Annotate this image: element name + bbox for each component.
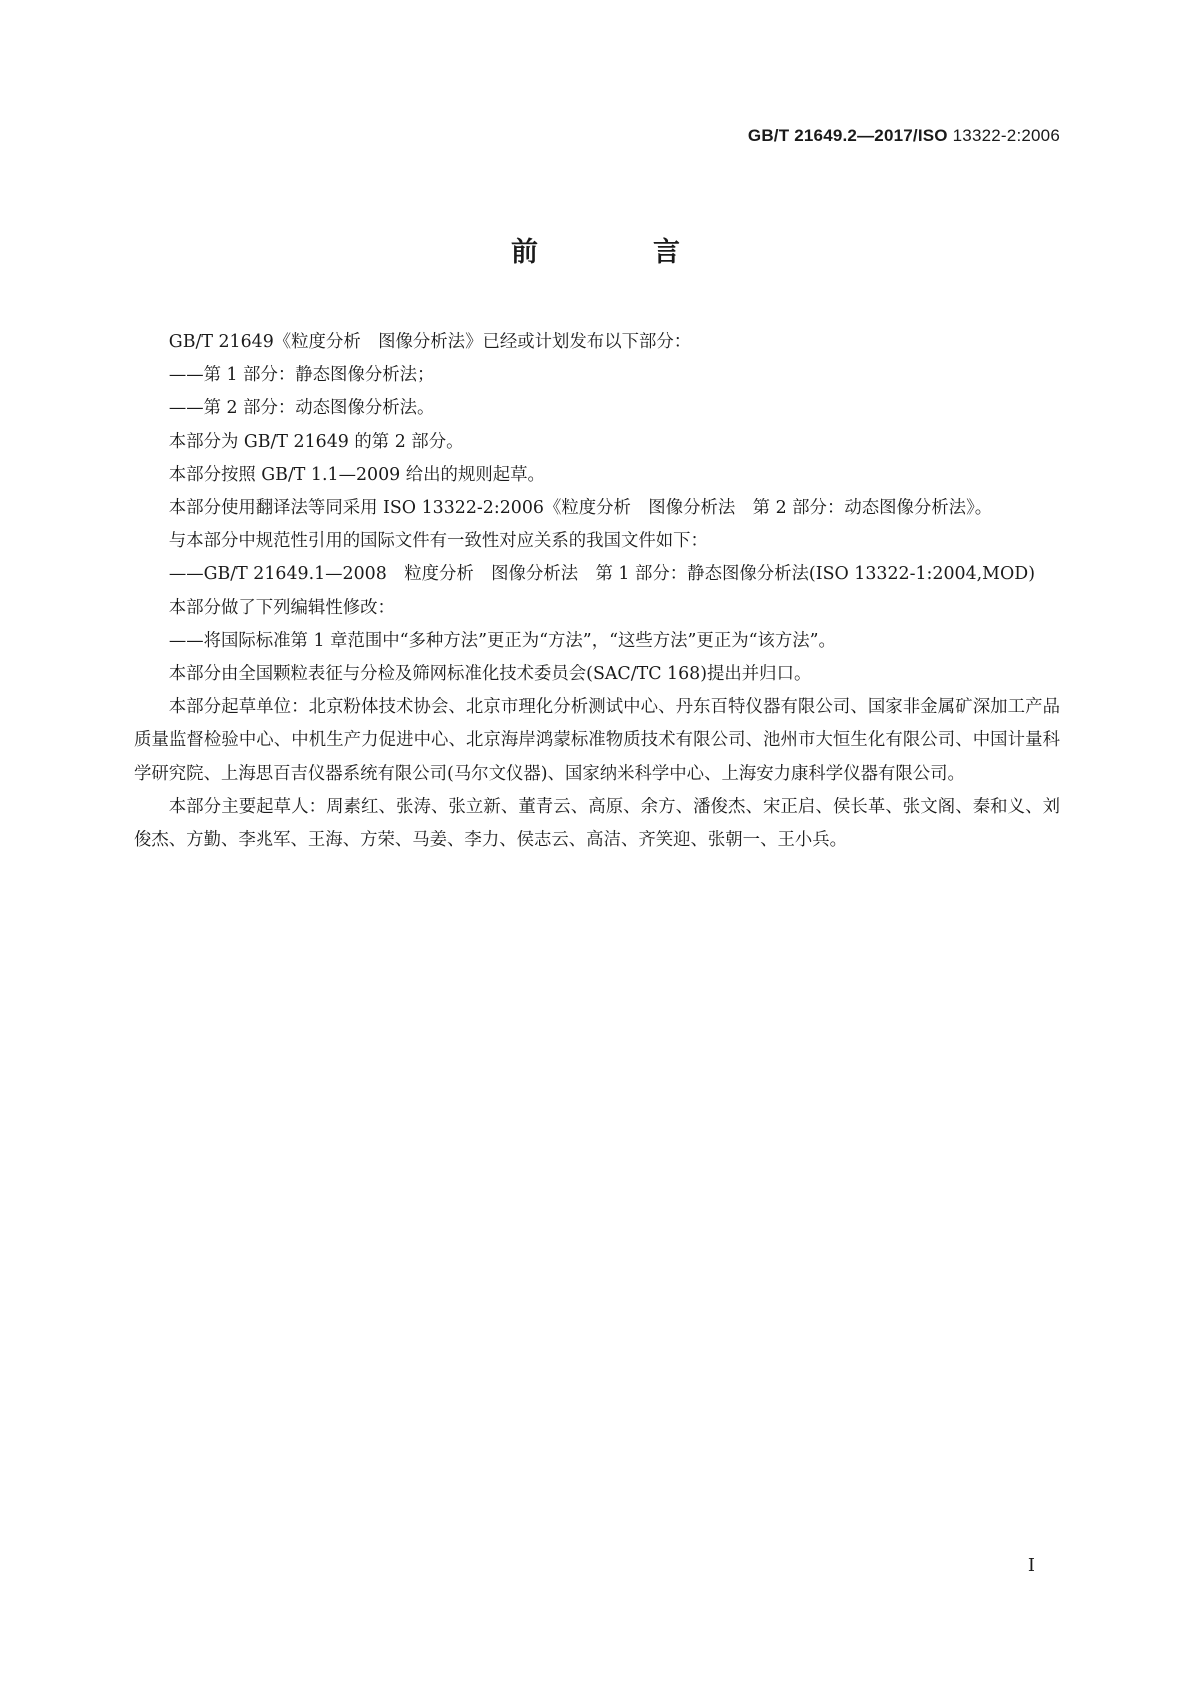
paragraph-series-intro: GB/T 21649《粒度分析 图像分析法》已经或计划发布以下部分： bbox=[168, 332, 692, 352]
foreword-body bbox=[134, 326, 1060, 857]
standard-code: GB/T 21649.2—2017/ISO bbox=[747, 126, 948, 145]
iso-part-number: 13322-2:2006 bbox=[952, 126, 1060, 145]
standard-number-header bbox=[748, 126, 1060, 146]
page-number: I bbox=[1027, 1555, 1035, 1576]
paragraph-editorial-changes-intro: 本部分做了下列编辑性修改： bbox=[168, 597, 395, 618]
paragraph-correspondence-intro: 与本部分中规范性引用的国际文件有一致性对应关系的我国文件如下： bbox=[168, 531, 708, 552]
paragraph-drafters: 本部分主要起草人：周素红、张涛、张立新、董青云、高原、余方、潘俊杰、宋正启、侯长革、张文阁、秦和义、刘俊杰、方勤、李兆军、王海、方荣、马姜、李力、侯志云、高洁、齐笑迎、张朝一、王小兵。 bbox=[134, 796, 1060, 851]
paragraph-drafting-rules: 本部分按照 GB/T 1.1—2009 给出的规则起草。 bbox=[168, 464, 545, 485]
list-item-part-1: ——第 1 部分：静态图像分析法； bbox=[168, 365, 435, 386]
list-item-corresponding-standard: ——GB/T 21649.1—2008 粒度分析 图像分析法 第 1 部分：静态图像分析法(ISO 13322-1:2004,MOD) bbox=[168, 564, 1035, 585]
paragraph-proposed-by: 本部分由全国颗粒表征与分检及筛网标准化技术委员会(SAC/TC 168)提出并归口。 bbox=[168, 664, 812, 685]
paragraph-part-statement: 本部分为 GB/T 21649 的第 2 部分。 bbox=[168, 431, 464, 452]
list-item-editorial-change: ——将国际标准第 1 章范围中“多种方法”更正为“方法”，“这些方法”更正为“该方法”。 bbox=[168, 630, 836, 651]
paragraph-adoption: 本部分使用翻译法等同采用 ISO 13322-2:2006《粒度分析 图像分析法 第 2 部分：动态图像分析法》。 bbox=[168, 498, 993, 519]
paragraph-drafting-units: 本部分起草单位：北京粉体技术协会、北京市理化分析测试中心、丹东百特仪器有限公司、国家非金属矿深加工产品质量监督检验中心、中机生产力促进中心、北京海岸鸿蒙标准物质技术有限公司、池州市大恒生化有限公司、中国计量科学研究院、上海思百吉仪器系统有限公司(马尔文仪器)、国家纳米科学中心、上海安力康科学仪器有限公司。 bbox=[134, 697, 1060, 784]
foreword-title: 前 言 bbox=[511, 237, 724, 268]
list-item-part-2: ——第 2 部分：动态图像分析法。 bbox=[168, 398, 435, 419]
